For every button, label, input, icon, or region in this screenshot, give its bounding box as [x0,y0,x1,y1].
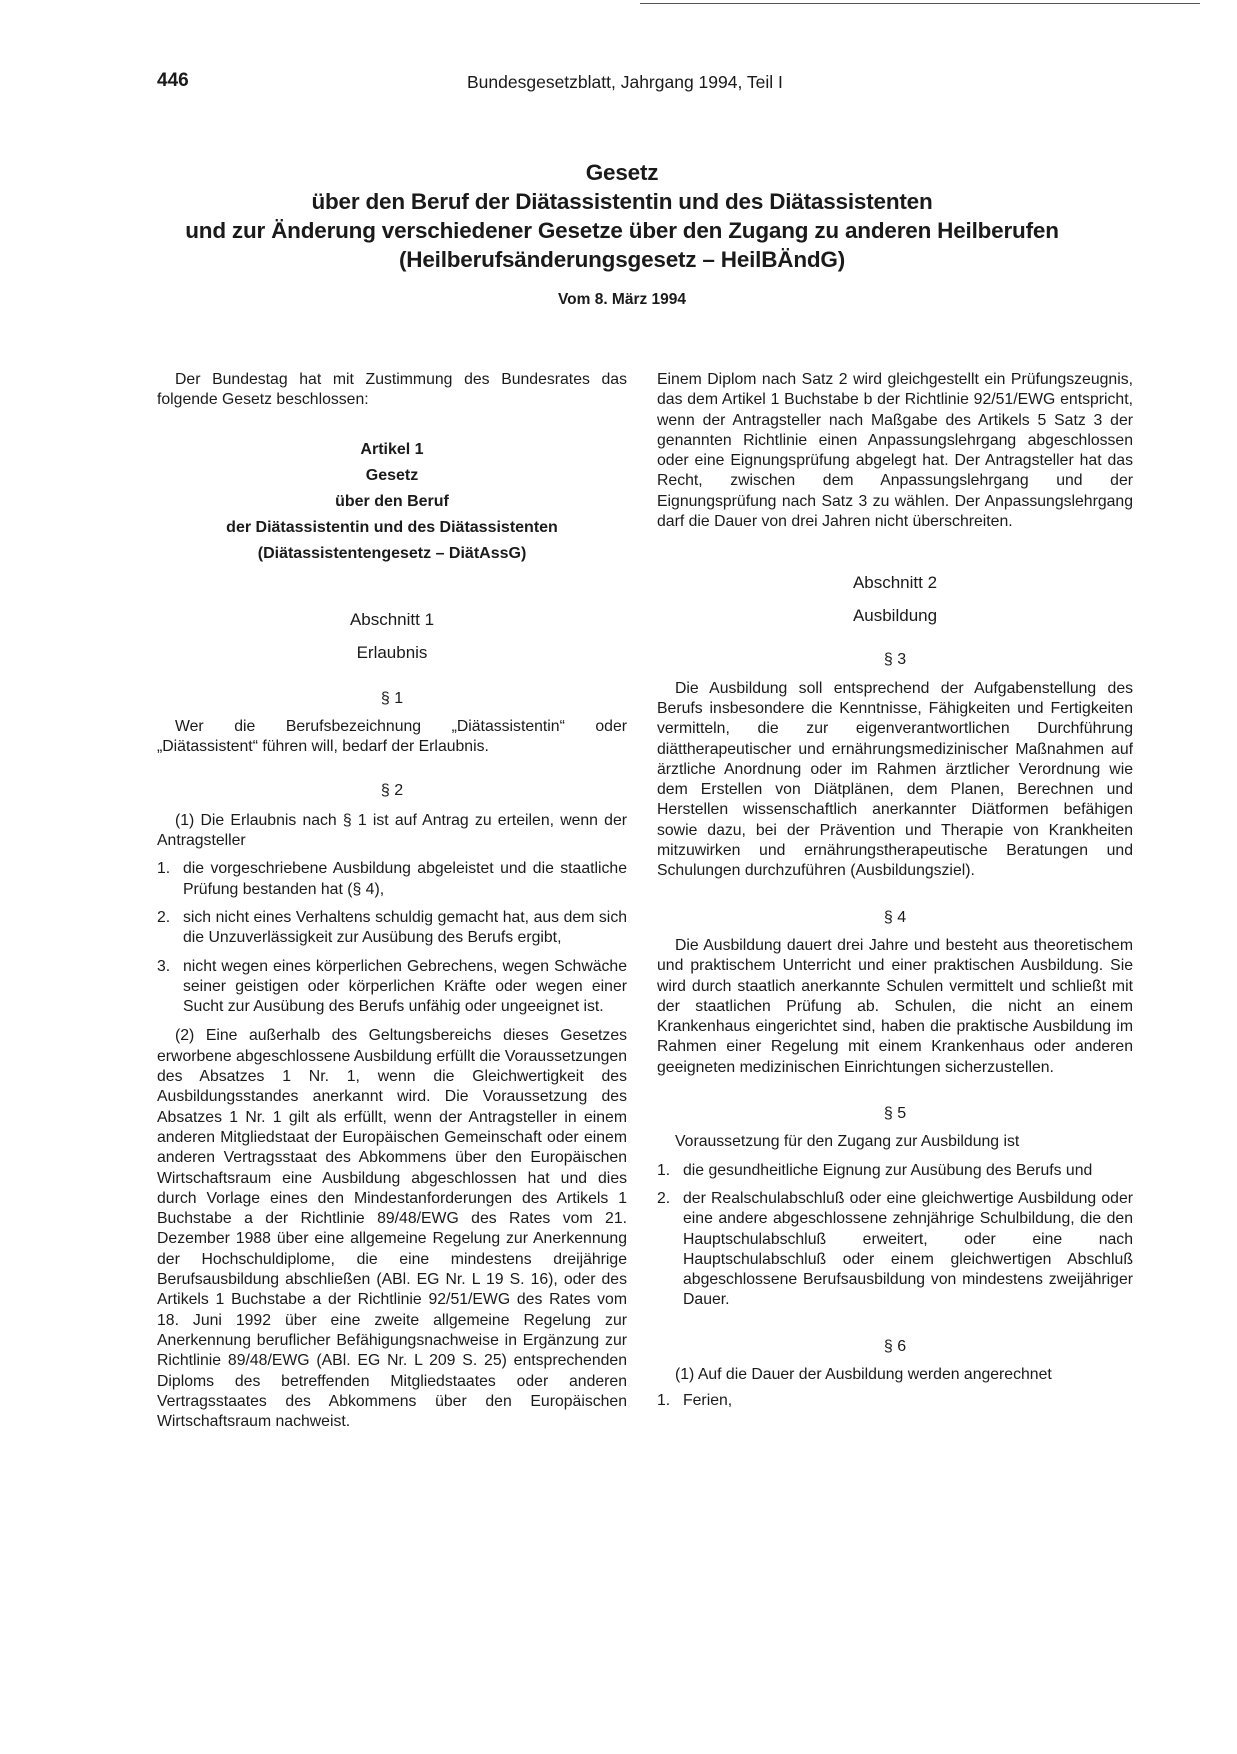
paragraph-2-list [157,859,627,1017]
artikel-heading [157,437,627,567]
left-column [157,370,627,1432]
paragraph-3-text: Die Ausbildung soll entsprechend der Aufgabenstellung des Berufs insbesondere die Kenntnisse, Fähigkeiten und Fertigkeiten vermitteln, die zur eigenverantwortlichen Durchführung diättherapeutischer und ernährungsmedizinischer Maßnahmen auf ärztliche Anordnung oder im Rahmen ärztlicher Verordnung wie dem Erstellen von Diätplänen, dem Planen, Berechnen und Herstellen wissenschaftlich anerkannter Diätformen befähigen sowie dazu, bei der Prävention und Therapie von Krankheiten mitzuwirken und ernährungstherapeutische Beratungen und Schulungen durchzuführen (Ausbildungsziel). [657,679,1133,880]
paragraph-2-intro: (1) Die Erlaubnis nach § 1 ist auf Antrag zu erteilen, wenn der Antragsteller [157,811,627,850]
title-line-2: über den Beruf der Diätassistentin und des Diätassistenten [311,189,933,214]
page-number: 446 [157,70,189,91]
list-item-text: die vorgeschriebene Ausbildung abgeleistet und die staatliche Prüfung bestanden hat (§ 4), [183,860,627,898]
absatz-2-continuation: Einem Diplom nach Satz 2 wird gleichgestellt ein Prüfungszeugnis, das dem Artikel 1 Buchstabe b der Richtlinie 92/51/EWG entspricht, wenn der Antragsteller nach Maßgabe des Artikels 5 Satz 3 der genannten Richtlinie einen Anpassungslehrgang abgeschlossen oder eine Eignungsprüfung abgelegt hat. Der Antragsteller hat das Recht, zwischen dem Anpassungslehrgang und der Eignungsprüfung nach Satz 3 zu wählen. Der Anpassungslehrgang darf die Dauer von drei Jahren nicht überschreiten. [657,371,1133,531]
list-item-text: Ferien, [683,1392,733,1410]
list-item [157,859,627,900]
list-item-number: 1. [657,1392,671,1410]
list-item-number: 2. [657,1189,671,1207]
title-line-4: (Heilberufsänderungsgesetz – HeilBÄndG) [398,247,846,272]
artikel-line-4: der Diätassistentin und des Diätassistenten [226,518,558,536]
list-item-number: 1. [157,860,171,878]
list-item-number: 2. [157,908,171,926]
paragraph-6-intro: (1) Auf die Dauer der Ausbildung werden angerechnet [675,1365,1052,1383]
list-item-text: nicht wegen eines körperlichen Gebrechens, wegen Schwäche seiner geistigen oder körperlichen Kräfte oder wegen einer Sucht zur Ausübung des Berufs unfähig oder ungeeignet ist. [183,957,627,1016]
abschnitt-2-label: Abschnitt 2 [852,573,938,593]
page-header [157,70,1087,100]
right-column [657,370,1133,1412]
list-item-text: sich nicht eines Verhaltens schuldig gemacht hat, aus dem sich die Unzuverlässigkeit zur Ausübung des Berufs ergibt, [183,908,627,947]
abschnitt-2-title: Ausbildung [852,606,938,626]
list-item [657,1391,1133,1411]
enactment-formula: Der Bundestag hat mit Zustimmung des Bundesrates das folgende Gesetz beschlossen: [157,371,627,409]
law-title [157,158,1087,274]
title-line-3: und zur Änderung verschiedener Gesetze über den Zugang zu anderen Heilberufen [185,218,1059,243]
paragraph-5-intro: Voraussetzung für den Zugang zur Ausbildung ist [675,1133,1020,1151]
paragraph-1-mark: § 1 [380,689,404,707]
list-item-number: 1. [657,1161,671,1179]
paragraph-1-text: Wer die Berufsbezeichnung „Diätassistentin“ oder „Diätassistent“ führen will, bedarf der Erlaubnis. [157,717,627,756]
artikel-line-3: über den Beruf [335,492,449,510]
paragraph-5-list [657,1161,1133,1311]
paragraph-6-list [657,1391,1133,1411]
paragraph-3-mark: § 3 [883,651,907,669]
artikel-line-5: (Diätassistentengesetz – DiätAssG) [257,544,527,562]
paragraph-5-mark: § 5 [883,1105,907,1123]
paragraph-4-mark: § 4 [883,908,907,926]
paragraph-4-text: Die Ausbildung dauert drei Jahre und besteht aus theoretischem und praktischem Unterricht und einer praktischen Ausbildung. Sie wird durch staatlich anerkannte Schulen vermittelt und schließt mit der staatlichen Prüfung ab. Schulen, die nicht an einem Krankenhaus eingerichtet sind, haben die praktische Ausbildung im Rahmen einer Regelung mit einem Krankenhaus oder anderen geeigneten medizinischen Einrichtungen sicherzustellen. [657,936,1133,1076]
paragraph-2-absatz-2: (2) Eine außerhalb des Geltungsbereichs dieses Gesetzes erworbene abgeschlossene Ausbildung erfüllt die Voraussetzungen des Absatzes 1 Nr. 1, wenn die Gleichwertigkeit des Ausbildungsstandes anerkannt wird. Die Voraussetzung des Absatzes 1 Nr. 1 gilt als erfüllt, wenn der Antragsteller in einem anderen Mitgliedstaat der Europäischen Gemeinschaft oder einem anderen Vertragsstaat des Abkommens über den Europäischen Wirtschaftsraum eine Ausbildung abgeschlossen hat und dies durch Vorlage eines den Mindestanforderungen des Artikels 1 Buchstabe a der Richtlinie 89/48/EWG des Rates vom 21. Dezember 1988 über eine allgemeine Regelung zur Anerkennung der Hochschuldiplome, die eine mindestens dreijährige Berufsausbildung abschließen (ABl. EG Nr. L 19 S. 16), oder des Artikels 1 Buchstabe a der Richtlinie 92/51/EWG des Rates vom 18. Juni 1992 über eine zweite allgemeine Regelung zur Anerkennung beruflicher Befähigungsnachweise in Ergänzung zur Richtlinie 89/48/EWG (ABl. EG Nr. L 209 S. 25) entsprechenden Diploms des betreffenden Mitgliedstaates oder anderen Vertragsstaates des Abkommens über den Europäischen Wirtschaftsraum nachweist. [157,1027,627,1431]
artikel-line-2: Gesetz [365,466,419,484]
list-item [657,1161,1133,1181]
list-item [657,1189,1133,1311]
scan-edge-line [640,3,1200,4]
law-date: Vom 8. März 1994 [557,291,687,308]
list-item [157,908,627,949]
abschnitt-1-title: Erlaubnis [356,642,428,662]
list-item [157,957,627,1018]
abschnitt-1-label: Abschnitt 1 [349,609,435,629]
artikel-label: Artikel 1 [360,440,424,458]
paragraph-2-mark: § 2 [380,782,404,800]
list-item-text: die gesundheitliche Eignung zur Ausübung des Berufs und [683,1161,1093,1179]
list-item-text: der Realschulabschluß oder eine gleichwertige Ausbildung oder eine andere abgeschlossene zehnjährige Schulbildung, die den Hauptschulabschluß erweitert, oder eine nach Hauptschulabschluß oder einem gleichwertigen Abschluß abgeschlossene Berufsausbildung von mindestens zweijähriger Dauer. [683,1189,1133,1309]
journal-title: Bundesgesetzblatt, Jahrgang 1994, Teil I [467,72,783,92]
title-line-1: Gesetz [585,160,659,185]
paragraph-6-mark: § 6 [883,1337,907,1355]
list-item-number: 3. [157,957,171,975]
